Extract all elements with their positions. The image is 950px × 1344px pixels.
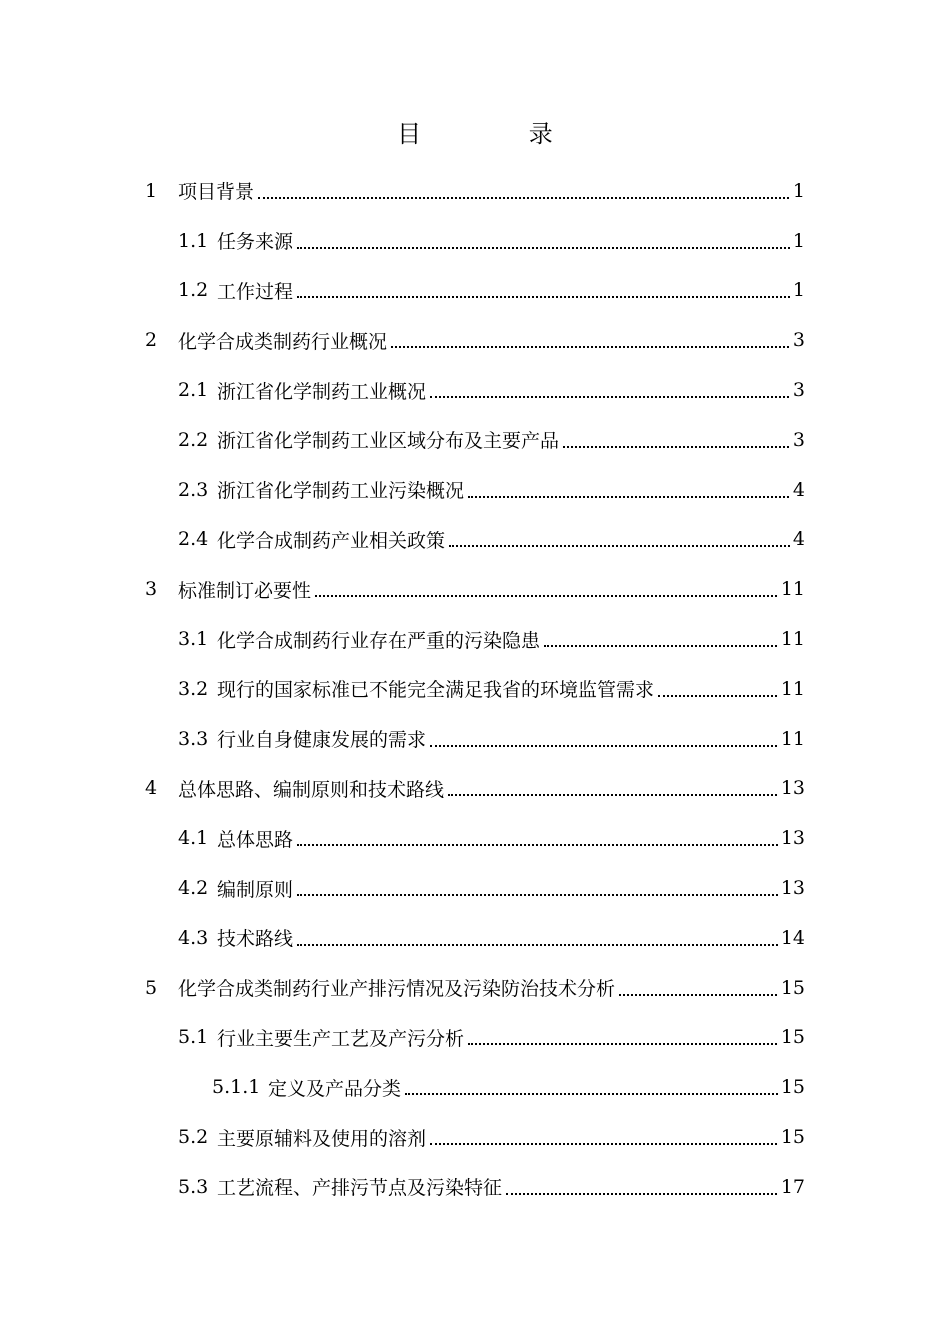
- toc-dot-leader: [448, 792, 805, 796]
- toc-entry[interactable]: [0, 415, 950, 465]
- toc-entry[interactable]: [0, 813, 950, 863]
- toc-entry-title: 主要原辅料及使用的溶剂: [217, 1124, 430, 1151]
- toc-entry-title: 项目背景: [178, 177, 258, 204]
- toc-entry-title: 现行的国家标准已不能完全满足我省的环境监管需求: [217, 675, 658, 702]
- toc-entry-title: 定义及产品分类: [268, 1074, 405, 1101]
- toc-entry-page: 15: [780, 976, 805, 999]
- toc-dot-leader: [563, 444, 805, 448]
- toc-entry-number: 5.3: [178, 1175, 209, 1198]
- toc-entry-number: 2.2: [178, 428, 209, 451]
- toc-dot-leader: [315, 593, 805, 597]
- toc-dot-leader: [506, 1191, 805, 1195]
- toc-entry-title: 工艺流程、产排污节点及污染特征: [217, 1173, 506, 1200]
- toc-entry-title: 化学合成制药产业相关政策: [217, 526, 449, 553]
- toc-dot-leader: [430, 394, 805, 398]
- toc-entry-title: 总体思路: [217, 825, 297, 852]
- toc-entry[interactable]: [0, 515, 950, 565]
- toc-entry-page: 11: [780, 578, 805, 601]
- toc-entry-number: 4: [145, 777, 158, 800]
- toc-entry-page: 13: [780, 877, 805, 900]
- toc-entry-title: 标准制订必要性: [178, 576, 315, 603]
- toc-entry-title: 化学合成类制药行业产排污情况及污染防治技术分析: [178, 974, 619, 1001]
- toc-entry-number: 2: [145, 329, 158, 352]
- toc-entry[interactable]: [0, 266, 950, 316]
- toc-entry[interactable]: [0, 216, 950, 266]
- toc-entry[interactable]: [0, 1162, 950, 1212]
- toc-entry-number: 5.1.1: [212, 1076, 261, 1099]
- toc-entry-page: 11: [780, 628, 805, 651]
- toc-entry-page: 3: [792, 329, 805, 352]
- toc-dot-leader: [430, 1141, 805, 1145]
- toc-entry-number: 5: [145, 976, 158, 999]
- toc-entry[interactable]: [0, 913, 950, 963]
- toc-dot-leader: [405, 1091, 805, 1095]
- toc-dot-leader: [297, 294, 805, 298]
- toc-entry-page: 3: [792, 379, 805, 402]
- toc-entry-number: 5.1: [178, 1026, 209, 1049]
- toc-dot-leader: [297, 942, 805, 946]
- toc-dot-leader: [468, 494, 805, 498]
- toc-dot-leader: [297, 842, 805, 846]
- toc-entry-title: 化学合成类制药行业概况: [178, 327, 391, 354]
- toc-dot-leader: [619, 992, 805, 996]
- toc-entry[interactable]: [0, 863, 950, 913]
- toc-entry-page: 4: [792, 478, 805, 501]
- toc-entry[interactable]: [0, 764, 950, 814]
- toc-entry-page: 15: [780, 1076, 805, 1099]
- toc-entry-number: 1.2: [178, 279, 209, 302]
- toc-entry-number: 2.4: [178, 528, 209, 551]
- toc-entry-page: 17: [780, 1175, 805, 1198]
- toc-entry-title: 编制原则: [217, 875, 297, 902]
- toc-entry-number: 3: [145, 578, 158, 601]
- toc-entry[interactable]: [0, 564, 950, 614]
- toc-dot-leader: [430, 743, 805, 747]
- toc-entry-title: 行业自身健康发展的需求: [217, 725, 430, 752]
- toc-entry-page: 1: [792, 279, 805, 302]
- toc-entry-page: 13: [780, 777, 805, 800]
- toc-entry-page: 4: [792, 528, 805, 551]
- toc-dot-leader: [391, 344, 805, 348]
- toc-dot-leader: [297, 245, 805, 249]
- toc-entry-number: 4.2: [178, 877, 209, 900]
- toc-entry-title: 工作过程: [217, 277, 297, 304]
- toc-dot-leader: [449, 543, 805, 547]
- toc-entry-number: 5.2: [178, 1126, 209, 1149]
- toc-entry-number: 2.3: [178, 478, 209, 501]
- toc-entry[interactable]: [0, 614, 950, 664]
- toc-entry-number: 4.1: [178, 827, 209, 850]
- toc-entry-page: 1: [792, 179, 805, 202]
- toc-entry-number: 2.1: [178, 379, 209, 402]
- toc-entry[interactable]: [0, 465, 950, 515]
- toc-entry[interactable]: [0, 1013, 950, 1063]
- toc-entry-title: 浙江省化学制药工业概况: [217, 377, 430, 404]
- toc-entry-number: 1.1: [178, 229, 209, 252]
- toc-entry-page: 14: [780, 926, 805, 949]
- toc-entry-page: 1: [792, 229, 805, 252]
- toc-entry-number: 1: [145, 179, 158, 202]
- toc-dot-leader: [468, 1041, 805, 1045]
- toc-entry-number: 4.3: [178, 926, 209, 949]
- toc-entry-page: 11: [780, 727, 805, 750]
- toc-entry[interactable]: [0, 166, 950, 216]
- toc-entry[interactable]: [0, 714, 950, 764]
- toc-dot-leader: [544, 643, 805, 647]
- toc-entry[interactable]: [0, 963, 950, 1013]
- toc-entry-page: 15: [780, 1126, 805, 1149]
- toc-entry-title: 浙江省化学制药工业污染概况: [217, 476, 468, 503]
- toc-entry-title: 浙江省化学制药工业区域分布及主要产品: [217, 426, 563, 453]
- toc-entry[interactable]: [0, 1112, 950, 1162]
- toc-entry-number: 3.1: [178, 628, 209, 651]
- toc-entry[interactable]: [0, 1062, 950, 1112]
- toc-entry-title: 化学合成制药行业存在严重的污染隐患: [217, 626, 544, 653]
- toc-entry-title: 总体思路、编制原则和技术路线: [178, 775, 448, 802]
- toc-title: 目 录: [397, 120, 603, 148]
- toc-list: [0, 166, 950, 1212]
- toc-entry-title: 任务来源: [217, 227, 297, 254]
- toc-entry-page: 15: [780, 1026, 805, 1049]
- toc-entry-number: 3.3: [178, 727, 209, 750]
- toc-dot-leader: [297, 892, 805, 896]
- toc-entry[interactable]: [0, 315, 950, 365]
- toc-entry-number: 3.2: [178, 677, 209, 700]
- toc-entry-page: 13: [780, 827, 805, 850]
- toc-entry-title: 行业主要生产工艺及产污分析: [217, 1024, 468, 1051]
- toc-dot-leader: [258, 195, 805, 199]
- toc-entry[interactable]: [0, 664, 950, 714]
- toc-entry-page: 11: [780, 677, 805, 700]
- toc-entry-page: 3: [792, 428, 805, 451]
- toc-entry[interactable]: [0, 365, 950, 415]
- toc-entry-title: 技术路线: [217, 924, 297, 951]
